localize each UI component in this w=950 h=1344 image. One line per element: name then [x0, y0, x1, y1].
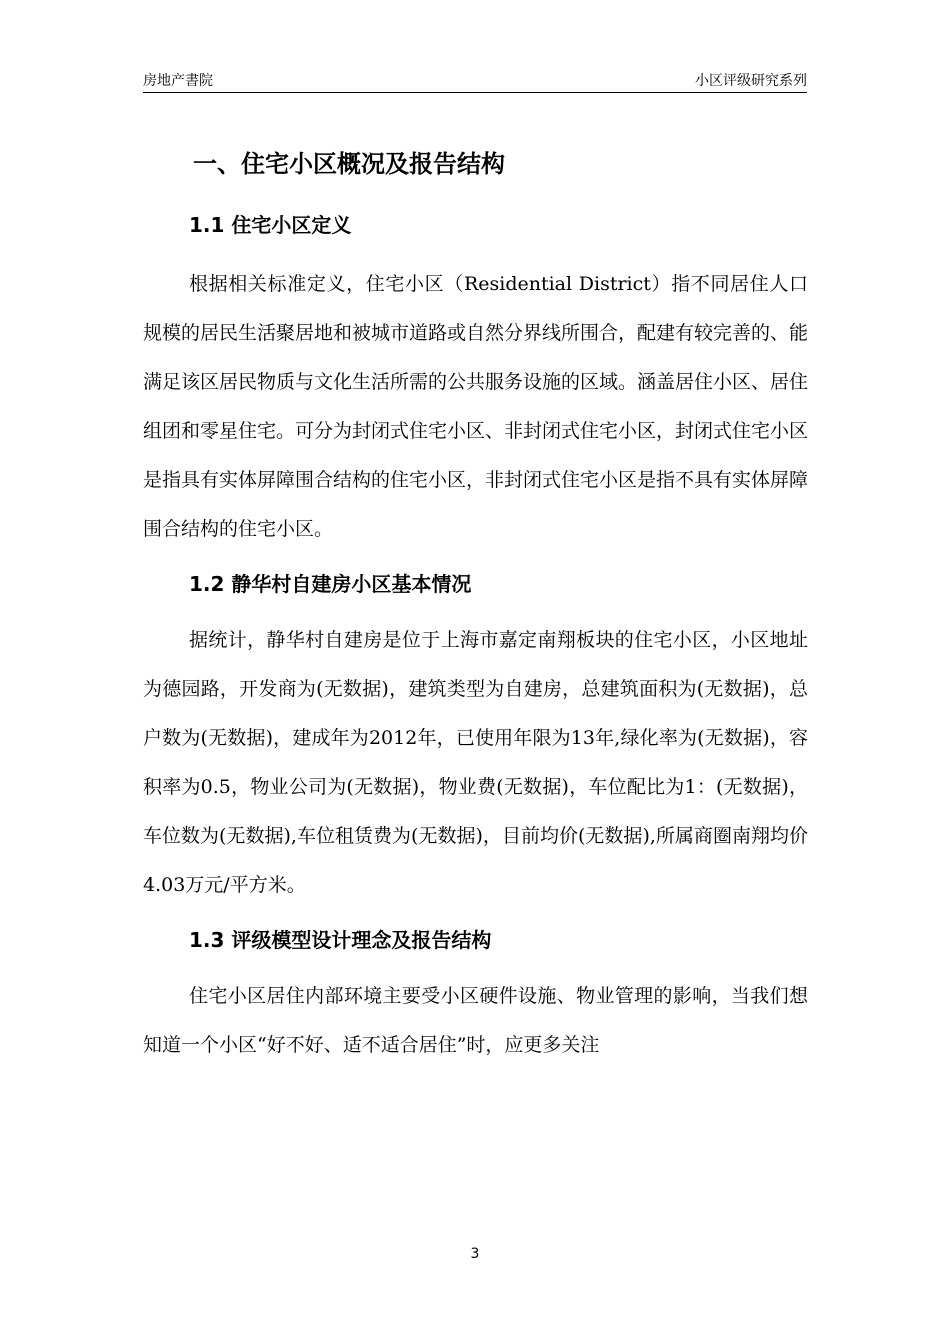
- paragraph-basic-info: 据统计，静华村自建房是位于上海市嘉定南翔板块的住宅小区，小区地址为德园路，开发商为(无数据)，建筑类型为自建房，总建筑面积为(无数据)，总户数为(无数据)，建成年为2012年，已使用年限为13年,绿化率为(无数据)，容积率为0.5，物业公司为(无数据)，物业费(无数据)，车位配比为1：(无数据)，车位数为(无数据),车位租赁费为(无数据)，目前均价(无数据),所属商圈南翔均价4.03万元/平方米。: [143, 629, 808, 896]
- header-left-title: 房地产書院: [143, 73, 213, 89]
- page-header: [143, 66, 807, 93]
- subsection-title-1-2: 1.2 静华村自建房小区基本情况: [189, 572, 472, 596]
- paragraph-definition: 根据相关标准定义，住宅小区（Residential District）指不同居住人口规模的居民生活聚居地和被城市道路或自然分界线所围合，配建有较完善的、能满足该区居民物质与文化生活所需的公共服务设施的区域。涵盖居住小区、居住组团和零星住宅。可分为封闭式住宅小区、非封闭式住宅小区，封闭式住宅小区是指具有实体屏障围合结构的住宅小区，非封闭式住宅小区是指不具有实体屏障围合结构的住宅小区。: [143, 273, 809, 540]
- document-body: [143, 138, 808, 1070]
- section-title: 一、住宅小区概况及报告结构: [193, 150, 505, 178]
- subsection-title-1-3: 1.3 评级模型设计理念及报告结构: [189, 928, 492, 952]
- header-right-title: 小区评级研究系列: [695, 73, 807, 89]
- subsection-title-1-1: 1.1 住宅小区定义: [189, 213, 352, 237]
- page-number: 3: [470, 1246, 480, 1262]
- paragraph-model-design: 住宅小区居住内部环境主要受小区硬件设施、物业管理的影响，当我们想知道一个小区“好不好、适不适合居住”时，应更多关注: [143, 985, 808, 1056]
